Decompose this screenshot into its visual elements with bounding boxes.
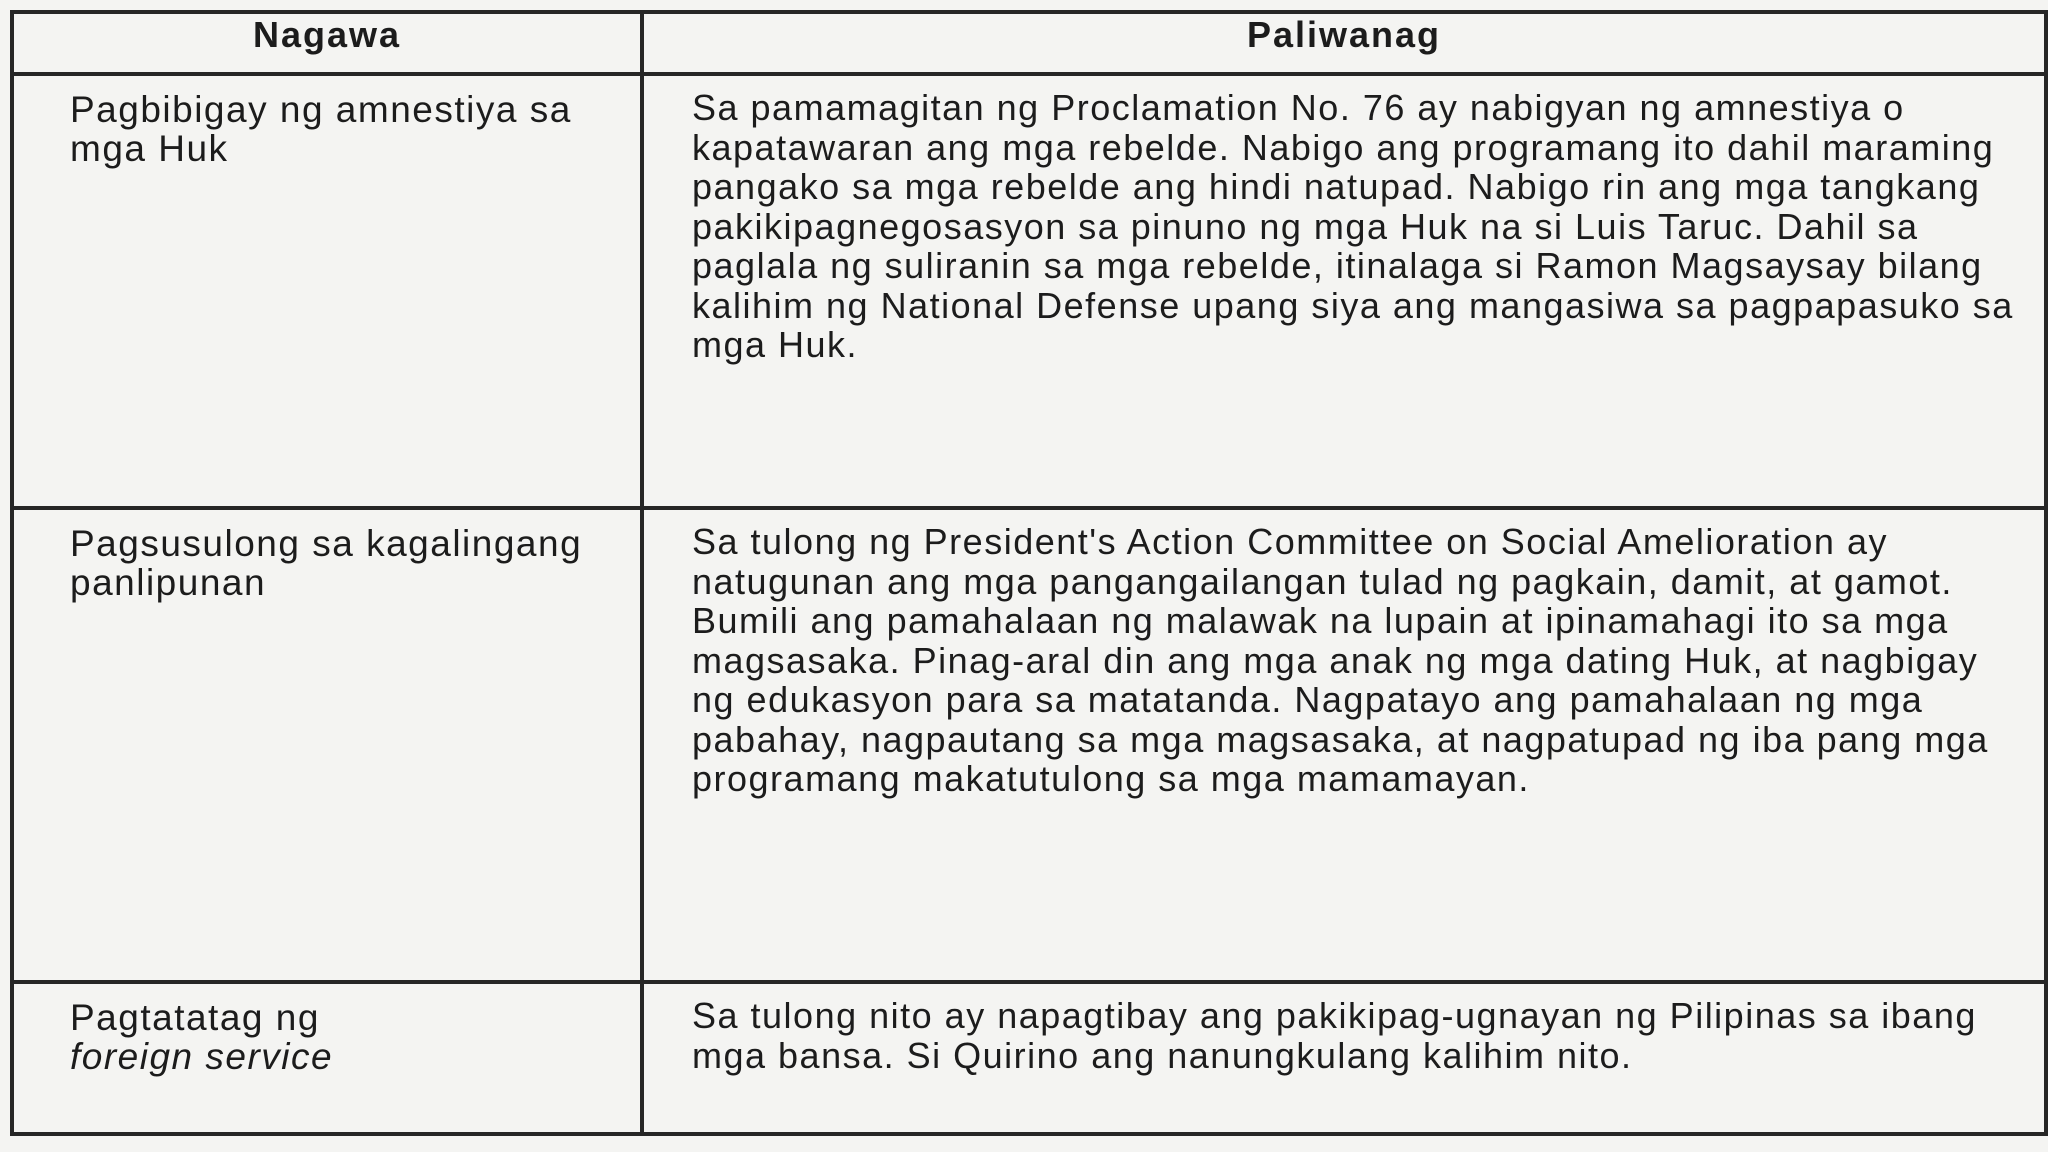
header-paliwanag: Paliwanag (642, 12, 2046, 74)
table-row (12, 508, 2046, 982)
table-row (12, 982, 2046, 1134)
header-nagawa: Nagawa (12, 12, 642, 74)
nagawa-text: Pagsusulong sa kagalingang panlipunan (70, 523, 583, 603)
nagawa-paliwanag-table (10, 10, 2048, 1136)
paliwanag-text: Sa tulong ng President's Action Committee on Social Amelioration ay natugunan ang mga pangangailangan tulad ng pagkain, damit, at gamot. Bumili ang pamahalaan ng malawak na lupain at ipinamahagi ito sa mga magsasaka. Pinag-aral din ang mga anak ng mga dating Huk, at nagbigay ng edukasyon para sa matatanda. Nagpatayo ang pamahalaan ng mga pabahay, nagpautang sa mga magsasaka, at nagpatupad ng iba pang mga programang makatutulong sa mga mamamayan. (692, 521, 1989, 799)
nagawa-text-prefix: Pagtatatag ng (70, 997, 320, 1038)
table-row (12, 74, 2046, 508)
nagawa-text-italic: foreign service (70, 1036, 334, 1077)
paliwanag-text: Sa tulong nito ay napagtibay ang pakikipag-ugnayan ng Pilipinas sa ibang mga bansa. Si Quirino ang nanungkulang kalihim nito. (692, 995, 1977, 1076)
nagawa-text (14, 984, 640, 1076)
table-header-row (12, 12, 2046, 74)
paliwanag-text: Sa pamamagitan ng Proclamation No. 76 ay nabigyan ng amnestiya o kapatawaran ang mga rebelde. Nabigo ang programang ito dahil maraming pangako sa mga rebelde ang hindi natupad. Nabigo rin ang mga tangkang pakikipagnegosasyon sa pinuno ng mga Huk na si Luis Taruc. Dahil sa paglala ng suliranin sa mga rebelde, itinalaga si Ramon Magsaysay bilang kalihim ng National Defense upang siya ang mangasiwa sa pagpapasuko sa mga Huk. (692, 87, 2014, 365)
paliwanag-cell (642, 508, 2046, 982)
nagawa-cell (12, 508, 642, 982)
nagawa-cell (12, 74, 642, 508)
paliwanag-cell (642, 74, 2046, 508)
nagawa-cell (12, 982, 642, 1134)
nagawa-text: Pagbibigay ng amnestiya sa mga Huk (70, 89, 572, 169)
paliwanag-cell (642, 982, 2046, 1134)
